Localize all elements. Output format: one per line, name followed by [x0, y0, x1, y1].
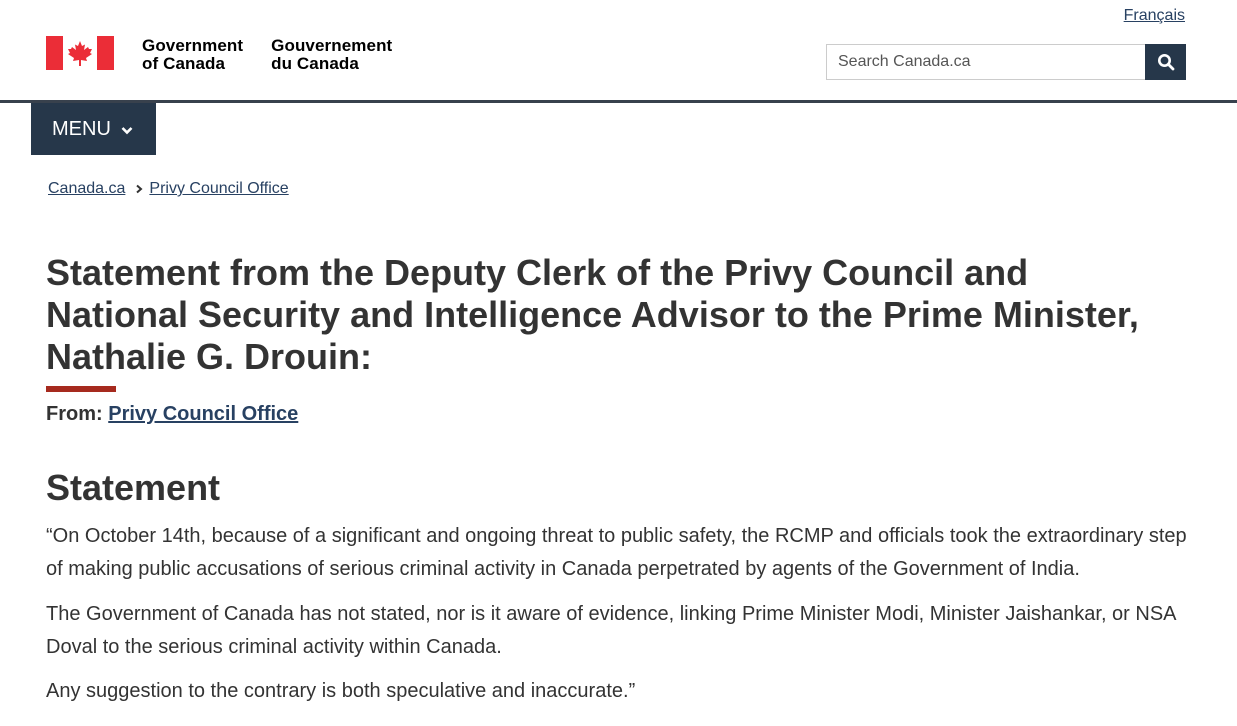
signature-french — [271, 37, 392, 73]
signature-en-line2: of Canada — [142, 54, 226, 73]
section-heading: Statement — [46, 467, 221, 508]
signature-fr-line2: du Canada — [271, 54, 359, 73]
breadcrumb-canada-link[interactable]: Canada.ca — [48, 180, 126, 197]
search-icon — [1157, 53, 1175, 71]
site-header — [0, 0, 1237, 103]
from-label: From: — [46, 403, 103, 425]
signature-fr-line1: Gouvernement — [271, 36, 393, 55]
statement-paragraph-2: The Government of Canada has not stated, nor is it aware of evidence, linking Prime Minister Modi, Minister Jaishankar, or NSA Doval to the serious criminal activity within Canada. — [46, 603, 1176, 658]
menu-button[interactable] — [31, 103, 156, 155]
breadcrumb — [48, 180, 289, 198]
chevron-down-icon — [121, 126, 133, 136]
search-input[interactable] — [826, 44, 1145, 80]
search-form — [826, 44, 1186, 80]
statement-paragraph-1: “On October 14th, because of a significant and ongoing threat to public safety, the RCMP and officials took the extraordinary step of making public accusations of serious criminal activity in Canada perpetrated by agents of the Government of India. — [46, 525, 1187, 580]
signature-english — [142, 37, 243, 73]
language-toggle-link[interactable]: Français — [1123, 7, 1185, 24]
breadcrumb-pco-link[interactable]: Privy Council Office — [149, 180, 289, 197]
page-title: Statement from the Deputy Clerk of the Privy Council and National Security and Intelligence Advisor to the Prime Minister, Nathalie G. Drouin: — [46, 252, 1139, 377]
from-line — [46, 403, 298, 426]
from-pco-link[interactable]: Privy Council Office — [108, 403, 299, 425]
search-button[interactable] — [1145, 44, 1186, 80]
maple-leaf-flag-icon — [46, 36, 114, 70]
government-signature[interactable] — [46, 36, 392, 73]
signature-en-line1: Government — [142, 36, 244, 55]
statement-paragraph-3: Any suggestion to the contrary is both speculative and inaccurate.” — [46, 680, 636, 702]
title-underline — [46, 386, 116, 392]
menu-label: MENU — [52, 117, 111, 140]
chevron-right-icon — [135, 184, 143, 194]
